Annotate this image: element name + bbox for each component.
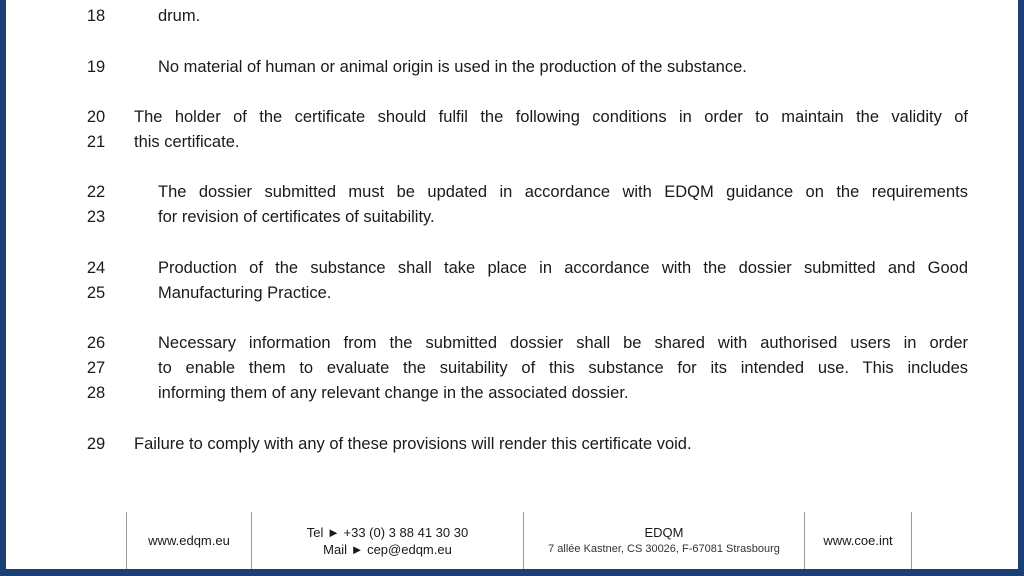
line-text: informing them of any relevant change in the associated dossier. bbox=[158, 384, 629, 402]
line-text: to enable them to evaluate the suitability of this substance for its intended use. This includes bbox=[158, 359, 968, 377]
line-text: The holder of the certificate should fulfil the following conditions in order to maintain the validity of bbox=[134, 108, 968, 126]
line-text: this certificate. bbox=[134, 133, 240, 151]
line-number: 21 bbox=[86, 133, 106, 151]
line-text: Failure to comply with any of these provisions will render this certificate void. bbox=[134, 435, 692, 453]
footer-coe bbox=[805, 512, 911, 569]
footer-divider bbox=[911, 512, 912, 569]
footer-website bbox=[127, 512, 251, 569]
line-number: 22 bbox=[86, 183, 106, 201]
footer-website-text: www.edqm.eu bbox=[148, 533, 230, 548]
line-number: 24 bbox=[86, 259, 106, 277]
line-number: 29 bbox=[86, 435, 106, 453]
line-number: 23 bbox=[86, 208, 106, 226]
line-number: 26 bbox=[86, 334, 106, 352]
footer-contact bbox=[252, 512, 523, 569]
footer-mail: Mail ► cep@edqm.eu bbox=[323, 541, 452, 557]
document-page bbox=[6, 0, 1018, 569]
line-text: Production of the substance shall take place in accordance with the dossier submitted and Good bbox=[158, 259, 968, 277]
footer-address: 7 allée Kastner, CS 30026, F-67081 Strasbourg bbox=[548, 542, 780, 555]
line-text: for revision of certificates of suitability. bbox=[158, 208, 435, 226]
line-number: 25 bbox=[86, 284, 106, 302]
line-number: 27 bbox=[86, 359, 106, 377]
footer-tel: Tel ► +33 (0) 3 88 41 30 30 bbox=[306, 524, 469, 540]
line-number: 19 bbox=[86, 58, 106, 76]
line-number: 18 bbox=[86, 7, 106, 25]
footer-coe-text: www.coe.int bbox=[823, 533, 893, 548]
footer-org bbox=[524, 512, 804, 569]
page-footer bbox=[6, 512, 1018, 569]
line-text: Manufacturing Practice. bbox=[158, 284, 332, 302]
line-text: No material of human or animal origin is used in the production of the substance. bbox=[158, 58, 747, 76]
line-text: drum. bbox=[158, 7, 201, 25]
footer-org-name: EDQM bbox=[644, 524, 684, 540]
line-text: Necessary information from the submitted dossier shall be shared with authorised users in order bbox=[158, 334, 968, 352]
line-number: 28 bbox=[86, 384, 106, 402]
line-text: The dossier submitted must be updated in accordance with EDQM guidance on the requirements bbox=[158, 183, 968, 201]
line-number: 20 bbox=[86, 108, 106, 126]
